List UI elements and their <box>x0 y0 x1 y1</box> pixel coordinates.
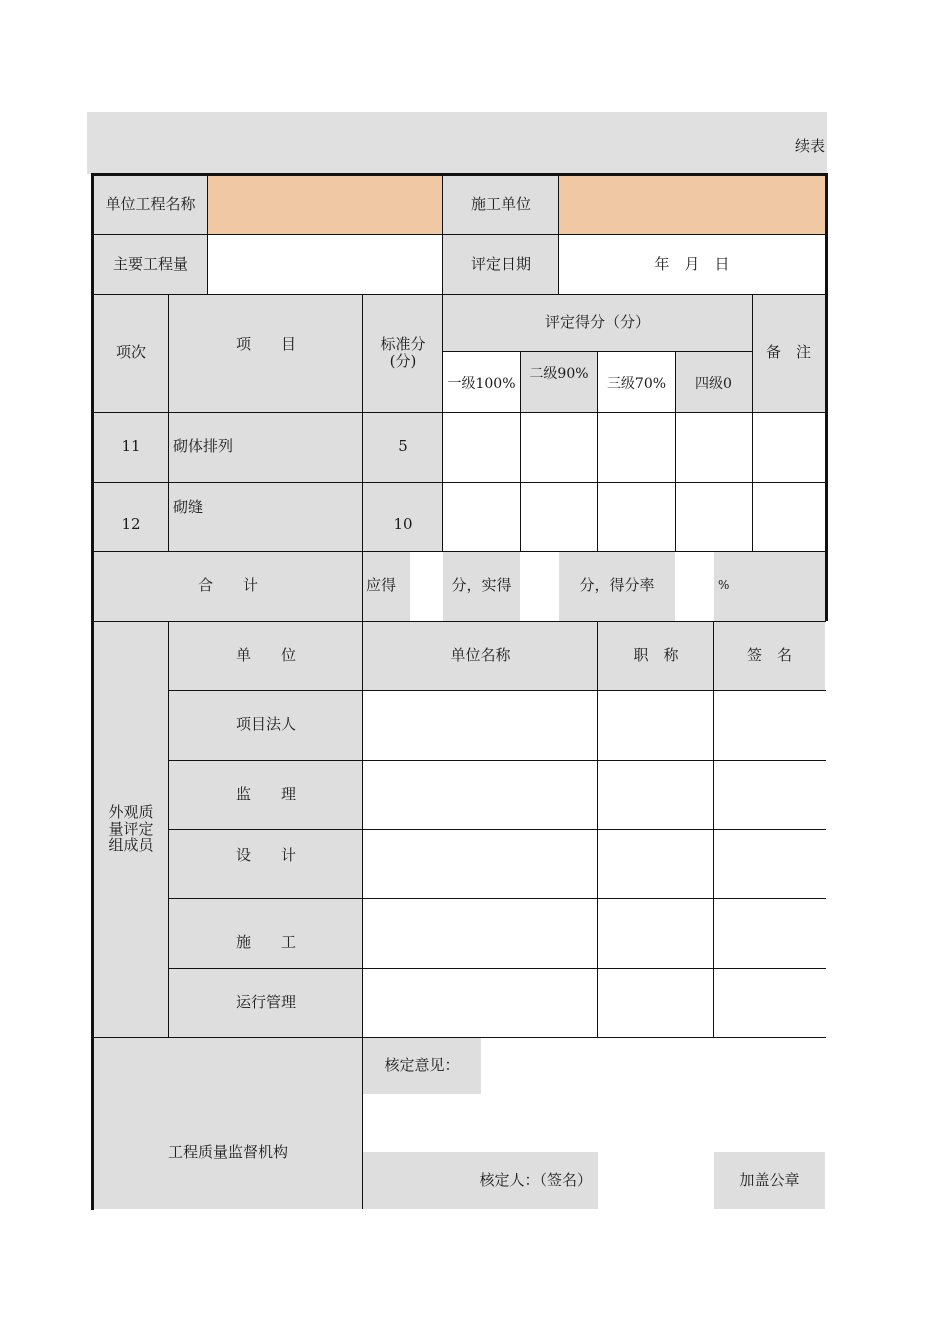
total-label: 合 计 <box>93 551 363 621</box>
unit-header: 单 位 <box>169 621 363 690</box>
hline <box>93 551 826 552</box>
hline <box>93 482 826 483</box>
vline <box>362 294 363 1209</box>
hline <box>169 898 826 899</box>
role-operation-title[interactable] <box>598 968 714 1037</box>
eval-date-field[interactable]: 年 月 日 <box>559 235 825 294</box>
level2-header: 二级90% <box>520 352 598 412</box>
role-operation-sign[interactable] <box>714 968 825 1037</box>
role-design-unit-name[interactable] <box>363 829 598 899</box>
role-operation: 运行管理 <box>169 968 363 1037</box>
members-group-label: 外观质量评定组成员 <box>108 803 154 855</box>
total-actual-get-field[interactable] <box>520 551 559 621</box>
vline <box>442 175 443 551</box>
hline <box>169 690 826 691</box>
role-owner-sign[interactable] <box>714 690 825 760</box>
hline <box>93 621 826 622</box>
total-actual-get-label: 分，实得 <box>443 551 520 621</box>
border-right <box>825 173 828 621</box>
hline <box>169 829 826 830</box>
row-11-level1[interactable] <box>443 412 520 482</box>
remark-header: 备 注 <box>752 294 825 412</box>
opinion-field-extra[interactable] <box>363 1094 481 1152</box>
col-no-header: 项次 <box>93 294 169 412</box>
total-percent-sign: % <box>714 551 825 621</box>
vline <box>675 352 676 551</box>
level3-header: 三级70% <box>598 352 675 412</box>
level4-header: 四级0 <box>675 352 752 412</box>
role-supervision: 监 理 <box>169 760 363 829</box>
vline <box>752 294 753 551</box>
vline <box>713 621 714 1037</box>
hline <box>169 760 826 761</box>
score-group-header: 评定得分（分） <box>443 294 752 352</box>
hline <box>93 234 826 235</box>
col-std-line1: 标准分 <box>380 334 426 353</box>
col-std-header <box>363 294 443 412</box>
role-supervision-sign[interactable] <box>714 760 825 829</box>
continued-label: 续表 <box>794 137 825 155</box>
row-11-level4[interactable] <box>675 412 752 482</box>
row-12-level3[interactable] <box>598 482 675 551</box>
unit-project-name-label: 单位工程名称 <box>93 175 208 235</box>
row-11-no: 11 <box>93 412 169 482</box>
row-12-no: 12 <box>93 482 169 551</box>
row-12-std: 10 <box>363 482 443 551</box>
border-left <box>91 173 94 1210</box>
vline <box>520 352 521 551</box>
row-12-remark[interactable] <box>752 482 825 551</box>
role-design-title[interactable] <box>598 829 714 899</box>
row-12-level2[interactable] <box>520 482 598 551</box>
vline <box>168 621 169 1037</box>
vline <box>168 294 169 551</box>
role-supervision-title[interactable] <box>598 760 714 829</box>
row-11-level3[interactable] <box>598 412 675 482</box>
vline <box>597 621 598 1037</box>
row-11-level2[interactable] <box>520 412 598 482</box>
row-11-item: 砌体排列 <box>169 412 363 482</box>
row-12-level4[interactable] <box>675 482 752 551</box>
total-should-get-label: 应得 <box>363 551 410 621</box>
role-supervision-unit-name[interactable] <box>363 760 598 829</box>
level1-header: 一级100% <box>443 352 520 412</box>
verifier-sign-field[interactable] <box>598 1152 714 1209</box>
role-owner-title[interactable] <box>598 690 714 760</box>
main-quantity-field[interactable] <box>208 235 443 294</box>
unit-name-header: 单位名称 <box>363 621 598 690</box>
hline <box>93 1037 826 1038</box>
opinion-field[interactable] <box>481 1037 825 1152</box>
seal-label: 加盖公章 <box>714 1152 825 1209</box>
vline <box>597 352 598 551</box>
role-construction-unit-name[interactable] <box>363 899 598 968</box>
col-item-header: 项 目 <box>169 294 363 412</box>
role-construction: 施 工 <box>169 899 363 968</box>
members-group-cell <box>93 621 169 1037</box>
construction-unit-label: 施工单位 <box>443 175 559 235</box>
total-should-get-field[interactable] <box>410 551 443 621</box>
role-owner: 项目法人 <box>169 690 363 760</box>
role-design-sign[interactable] <box>714 829 825 899</box>
total-rate-label: 分，得分率 <box>559 551 675 621</box>
eval-date-label: 评定日期 <box>443 235 559 294</box>
opinion-label: 核定意见： <box>363 1037 481 1094</box>
supervision-org-label: 工程质量监督机构 <box>93 1037 363 1209</box>
hline <box>93 412 826 413</box>
hline <box>93 294 826 295</box>
title-header: 职 称 <box>598 621 714 690</box>
row-11-std: 5 <box>363 412 443 482</box>
verifier-label: 核定人：（签名） <box>363 1152 598 1209</box>
role-owner-unit-name[interactable] <box>363 690 598 760</box>
continued-header <box>87 112 827 174</box>
role-construction-title[interactable] <box>598 899 714 968</box>
unit-project-name-field[interactable] <box>208 175 443 235</box>
row-12-item: 砌缝 <box>169 482 363 551</box>
vline <box>558 175 559 294</box>
col-std-line2: (分) <box>389 352 417 370</box>
border-top <box>91 173 827 176</box>
role-design: 设 计 <box>169 829 363 899</box>
construction-unit-field[interactable] <box>559 175 825 235</box>
row-11-remark[interactable] <box>752 412 825 482</box>
vline <box>207 175 208 294</box>
total-rate-field[interactable] <box>675 551 714 621</box>
main-quantity-label: 主要工程量 <box>93 235 208 294</box>
role-construction-sign[interactable] <box>714 899 825 968</box>
sign-header: 签 名 <box>714 621 825 690</box>
hline <box>169 968 826 969</box>
row-12-level1[interactable] <box>443 482 520 551</box>
role-operation-unit-name[interactable] <box>363 968 598 1037</box>
